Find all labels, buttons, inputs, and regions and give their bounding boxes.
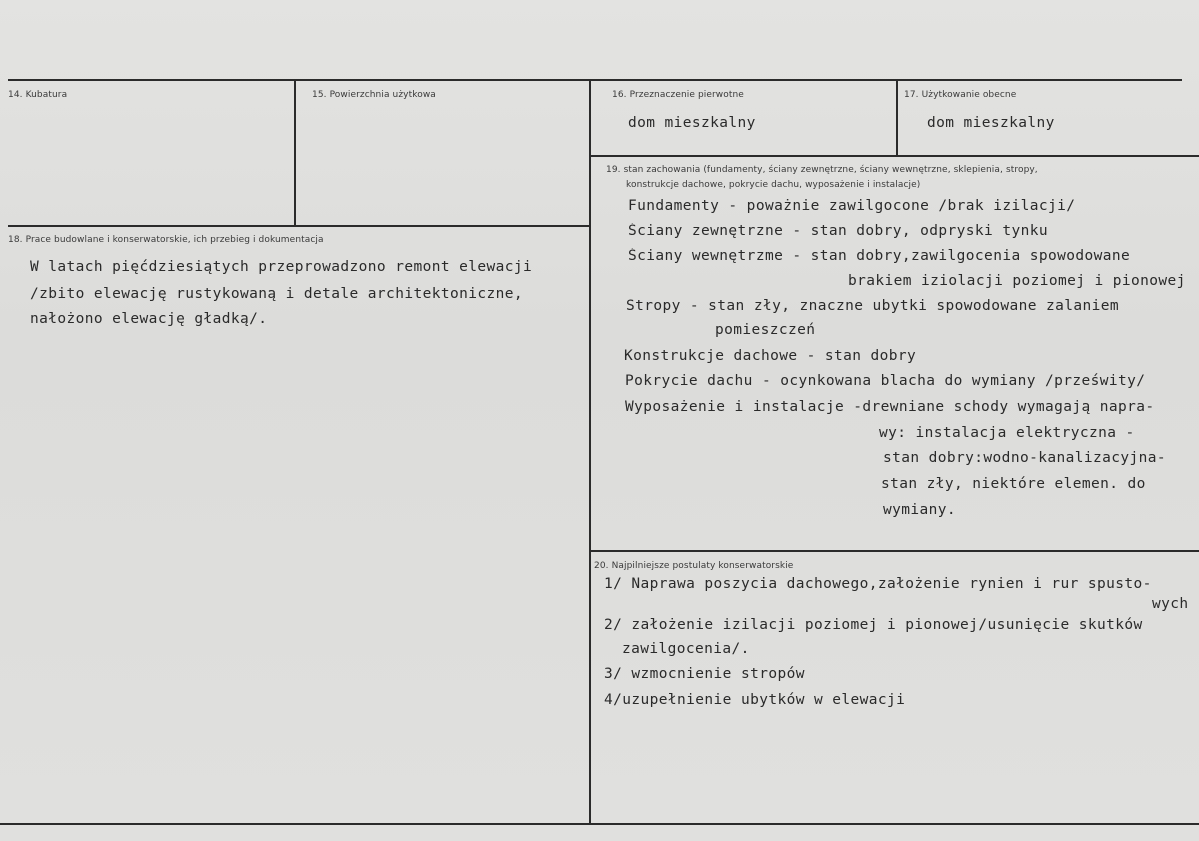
field-19-line: Stropy - stan zły, znaczne ubytki spowodowane zalaniem [626,298,1120,314]
field-19-line: stan dobry:wodno-kanalizacyjna- [883,450,1167,466]
field-18-line: W latach pięćdziesiątych przeprowadzono remont elewacji [30,259,533,275]
field-19-line: Pokrycie dachu - ocynkowana blacha do wymiany /prześwity/ [625,373,1146,389]
field-19-line: Konstrukcje dachowe - stan dobry [624,348,917,364]
field-19-line: stan zły, niektóre elemen. do [881,476,1146,492]
field-19-line: wymiany. [883,502,957,518]
field-19-label-line1: 19. stan zachowania (fundamenty, ściany zewnętrzne, ściany wewnętrzne, sklepienia, stropy, [606,165,1038,175]
field-20-line: wych [1152,596,1189,612]
field-20-line: 3/ wzmocnienie stropów [604,666,805,682]
field-19-line: Fundamenty - poważnie zawilgocone /brak izilacji/ [628,198,1076,214]
field-19-line: pomieszczeń [715,322,816,338]
field-19-line: wy: instalacja elektryczna - [879,425,1135,441]
field-18-line: nałożono elewację gładką/. [30,311,268,327]
field-17-value: dom mieszkalny [927,115,1055,131]
rule-under-16-17 [590,155,1199,157]
field-20-line: 2/ założenie izilacji poziomej i pionowej/usunięcie skutków [604,617,1143,633]
field-19-line: Wyposażenie i instalacje -drewniane schody wymagają napra- [625,399,1155,415]
field-16-label: 16. Przeznaczenie pierwotne [612,90,744,100]
divider-main-vertical [589,80,591,825]
field-18-line: /zbito elewację rustykowaną i detale architektoniczne, [30,286,524,302]
rule-under-19 [590,550,1199,552]
field-20-line: 1/ Naprawa poszycia dachowego,założenie rynien i rur spusto- [604,576,1152,592]
field-16-value: dom mieszkalny [628,115,756,131]
rule-under-14-15 [8,225,590,227]
top-rule [8,79,1182,81]
field-19-label-line2: konstrukcje dachowe, pokrycie dachu, wyposażenie i instalacje) [626,180,921,190]
bottom-rule [0,823,1199,825]
field-18-label: 18. Prace budowlane i konserwatorskie, ich przebieg i dokumentacja [8,235,324,245]
field-20-label: 20. Najpilniejsze postulaty konserwatorskie [594,561,794,571]
field-20-line: zawilgocenia/. [622,641,750,657]
field-19-line: Ściany wewnętrzme - stan dobry,zawilgocenia spowodowane [628,248,1131,264]
field-14-label: 14. Kubatura [8,90,68,100]
field-17-label: 17. Użytkowanie obecne [904,90,1017,100]
divider-14-15 [294,80,296,226]
field-20-line: 4/uzupełnienie ubytków w elewacji [604,692,906,708]
field-19-line: Ściany zewnętrzne - stan dobry, odpryski tynku [628,223,1048,239]
divider-16-17 [896,80,898,156]
field-15-label: 15. Powierzchnia użytkowa [312,90,436,100]
field-19-line: brakiem iziolacji poziomej i pionowej [848,273,1186,289]
